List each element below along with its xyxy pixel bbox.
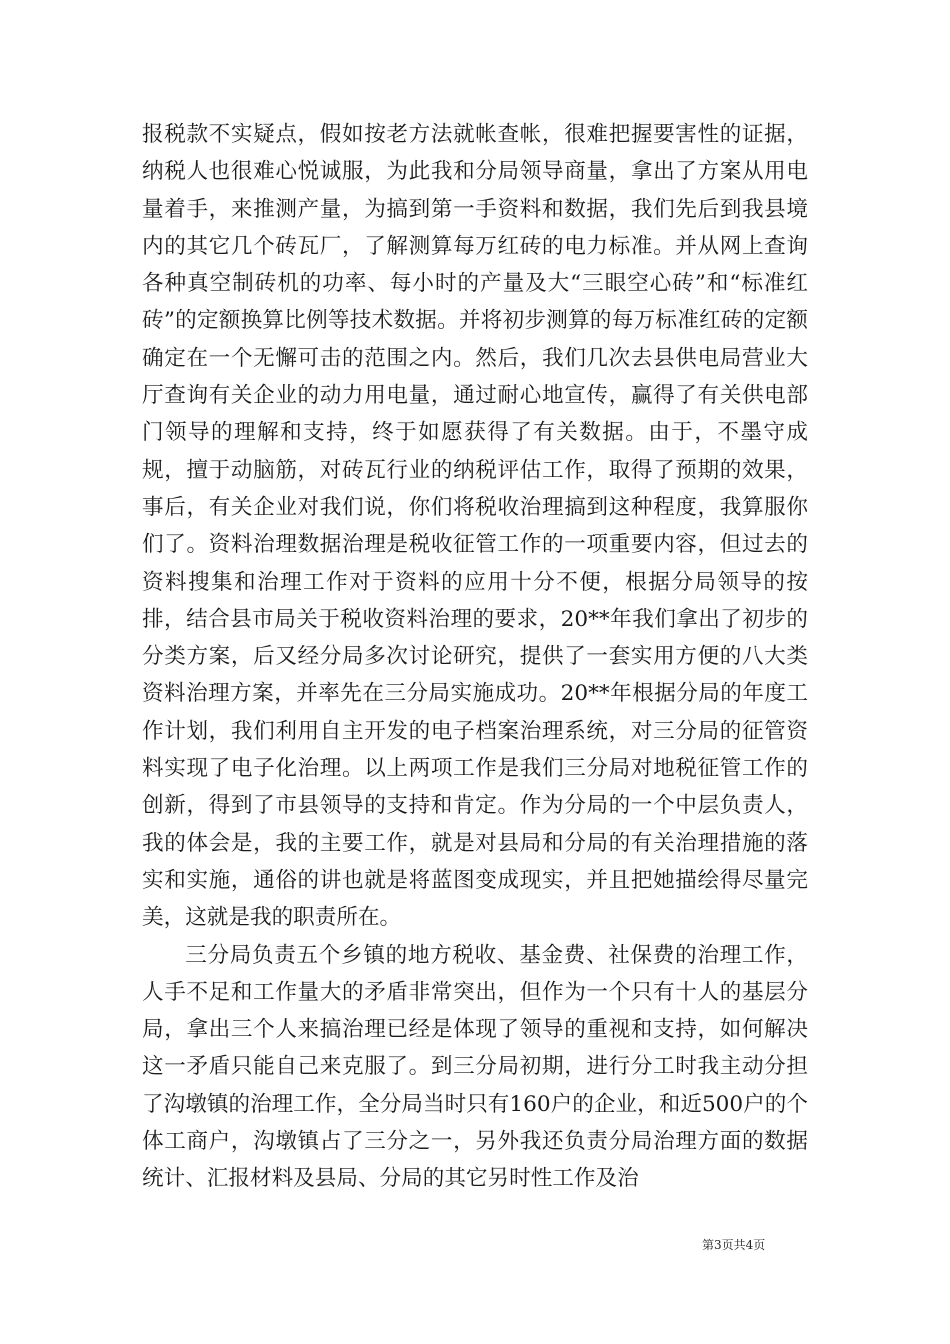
document-body	[142, 116, 808, 1198]
page-number-footer: 第3页共4页	[702, 1238, 766, 1252]
paragraph-continued: 报税款不实疑点，假如按老方法就帐查帐，很难把握要害性的证据，纳税人也很难心悦诚服，为此我和分局领导商量，拿出了方案从用电量着手，来推测产量，为搞到第一手资料和数据，我们先后到我县境内的其它几个砖瓦厂，了解测算每万红砖的电力标准。并从网上查询各种真空制砖机的功率、每小时的产量及大“三眼空心砖”和“标准红砖”的定额换算比例等技术数据。并将初步测算的每万标准红砖的定额确定在一个无懈可击的范围之内。然后，我们几次去县供电局营业大厅查询有关企业的动力用电量，通过耐心地宣传，赢得了有关供电部门领导的理解和支持，终于如愿获得了有关数据。由于，不墨守成规，擅于动脑筋，对砖瓦行业的纳税评估工作，取得了预期的效果，事后，有关企业对我们说，你们将税收治理搞到这种程度，我算服你们了。资料治理数据治理是税收征管工作的一项重要内容，但过去的资料搜集和治理工作对于资料的应用十分不便，根据分局领导的按排，结合县市局关于税收资料治理的要求，20**年我们拿出了初步的分类方案，后又经分局多次讨论研究，提供了一套实用方便的八大类资料治理方案，并率先在三分局实施成功。20**年根据分局的年度工作计划，我们利用自主开发的电子档案治理系统，对三分局的征管资料实现了电子化治理。以上两项工作是我们三分局对地税征管工作的创新，得到了市县领导的支持和肯定。作为分局的一个中层负责人，我的体会是，我的主要工作，就是对县局和分局的有关治理措施的落实和实施，通俗的讲也就是将蓝图变成现实，并且把她描绘得尽量完美，这就是我的职责所在。	[142, 122, 808, 931]
paragraph: 三分局负责五个乡镇的地方税收、基金费、社保费的治理工作，人手不足和工作量大的矛盾非常突出，但作为一个只有十人的基层分局，拿出三个人来搞治理已经是体现了领导的重视和支持，如何解决这一矛盾只能自己来克服了。到三分局初期，进行分工时我主动分担了沟墩镇的治理工作，全分局当时只有160户的企业，和近500户的个体工商户，沟墩镇占了三分之一，另外我还负责分局治理方面的数据统计、汇报材料及县局、分局的其它另时性工作及治	[142, 942, 808, 1192]
